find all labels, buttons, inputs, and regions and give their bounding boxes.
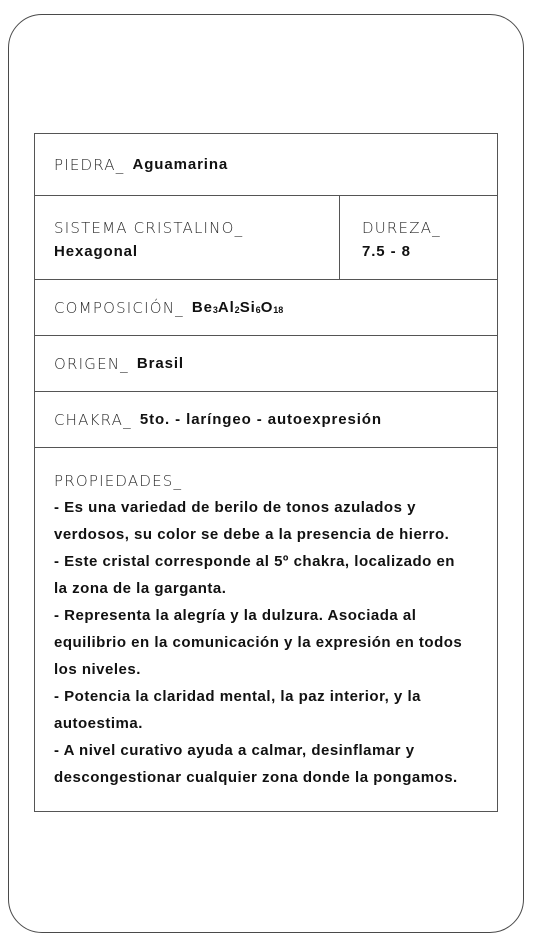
propiedades-line: la zona de la garganta. <box>54 580 227 597</box>
origen-value: Brasil <box>136 355 184 372</box>
propiedades-line: - Representa la alegría y la dulzura. Asociada al <box>54 607 417 624</box>
propiedades-line: los niveles. <box>54 661 141 678</box>
row-chakra <box>35 392 497 448</box>
propiedades-line: - Es una variedad de berilo de tonos azulados y <box>54 499 416 516</box>
row-sistema-dureza <box>35 196 497 280</box>
formula-element: O <box>260 299 274 316</box>
composicion-formula <box>192 299 283 316</box>
chakra-label: CHAKRA_ <box>54 410 132 429</box>
formula-subscript: 18 <box>273 305 284 315</box>
composicion-label: COMPOSICIÓN_ <box>54 298 184 317</box>
propiedades-line: descongestionar cualquier zona donde la pongamos. <box>54 769 458 786</box>
propiedades-line: equilibrio en la comunicación y la expresión en todos <box>54 634 463 651</box>
dureza-value: 7.5 - 8 <box>362 243 411 260</box>
propiedades-label: PROPIEDADES_ <box>54 472 183 490</box>
formula-element: Al <box>217 299 235 316</box>
dureza-label: DUREZA_ <box>362 219 441 237</box>
propiedades-list <box>54 494 478 791</box>
row-composicion <box>35 280 497 336</box>
formula-subscript: 6 <box>255 305 261 315</box>
piedra-label: PIEDRA_ <box>54 155 125 174</box>
chakra-value: 5to. - laríngeo - autoexpresión <box>139 411 382 428</box>
stone-info-table <box>34 133 498 812</box>
propiedades-line: - Potencia la claridad mental, la paz interior, y la <box>54 688 421 705</box>
row-origen <box>35 336 497 392</box>
propiedades-line: - Este cristal corresponde al 5º chakra, localizado en <box>54 553 455 570</box>
propiedades-line: - A nivel curativo ayuda a calmar, desinflamar y <box>54 742 415 759</box>
row-propiedades <box>35 448 497 811</box>
propiedades-line: verdosos, su color se debe a la presencia de hierro. <box>54 526 450 543</box>
cell-sistema <box>35 196 340 279</box>
origen-label: ORIGEN_ <box>54 354 129 373</box>
formula-element: Be <box>191 299 213 316</box>
propiedades-line: autoestima. <box>54 715 143 732</box>
sistema-label: SISTEMA CRISTALINO_ <box>54 219 244 237</box>
row-piedra <box>35 134 497 196</box>
formula-subscript: 3 <box>212 305 218 315</box>
piedra-value: Aguamarina <box>132 156 229 173</box>
cell-dureza <box>340 196 497 279</box>
formula-subscript: 2 <box>234 305 240 315</box>
formula-element: Si <box>239 299 256 316</box>
sistema-value: Hexagonal <box>54 243 138 260</box>
